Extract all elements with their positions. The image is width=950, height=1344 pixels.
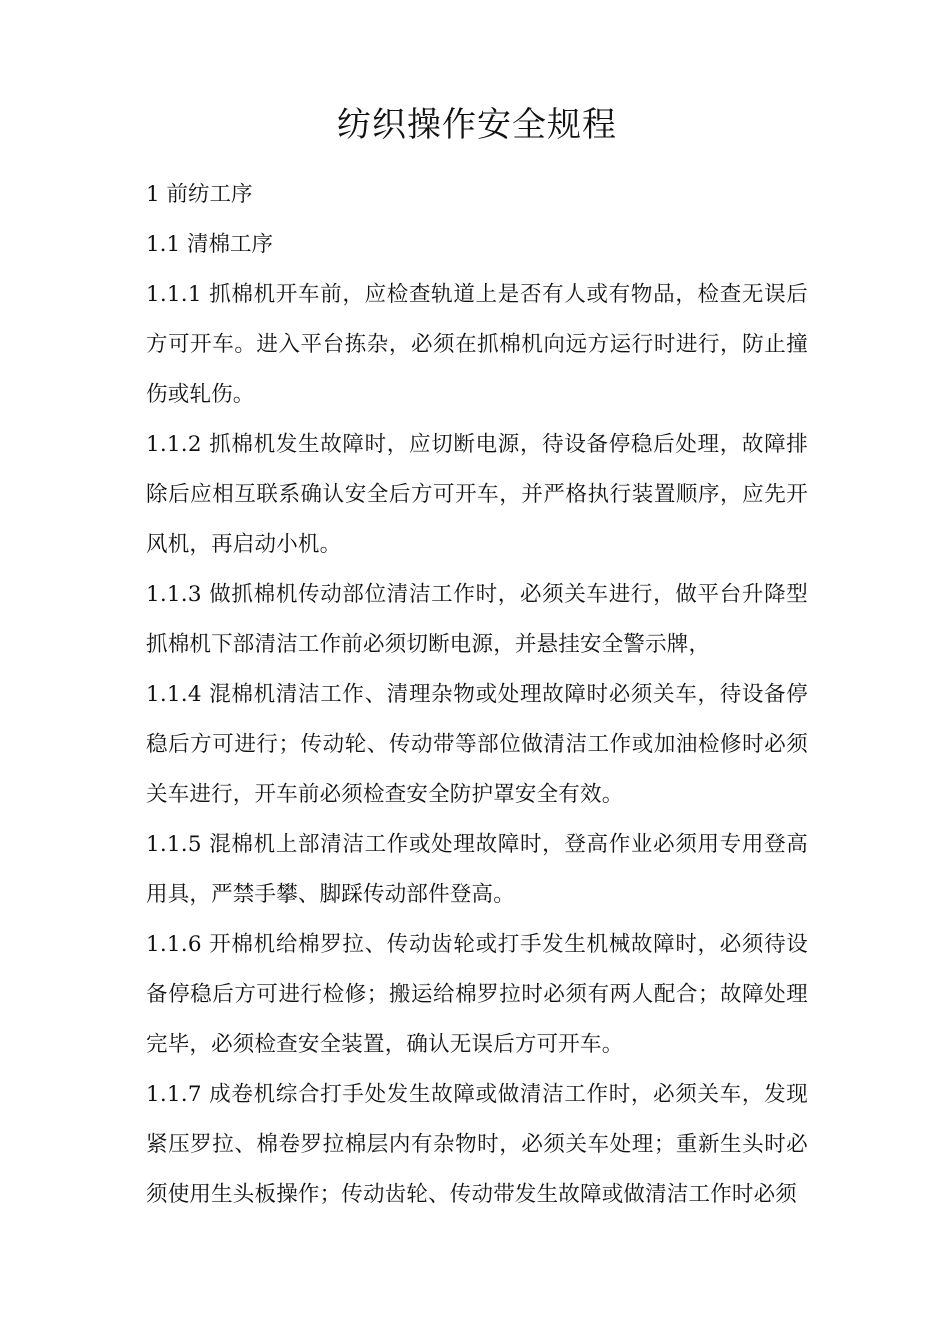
section-heading-1-1: 1.1 清棉工序 [146, 232, 274, 257]
paragraph-1-1-4: 1.1.4 混棉机清洁工作、清理杂物或处理故障时必须关车，待设备停稳后方可进行；传动轮、传动带等部位做清洁工作或加油检修时必须关车进行，开车前必须检查安全防护罩安全有效。 [146, 682, 808, 807]
paragraph-1-1-1: 1.1.1 抓棉机开车前，应检查轨道上是否有人或有物品，检查无误后方可开车。进入平台拣杂，必须在抓棉机向远方运行时进行，防止撞伤或轧伤。 [146, 282, 808, 407]
paragraph-1-1-3: 1.1.3 做抓棉机传动部位清洁工作时，必须关车进行，做平台升降型抓棉机下部清洁工作前必须切断电源，并悬挂安全警示牌， [146, 582, 808, 657]
paragraph-1-1-5: 1.1.5 混棉机上部清洁工作或处理故障时，登高作业必须用专用登高用具，严禁手攀、脚踩传动部件登高。 [146, 832, 808, 907]
document-title: 纺织操作安全规程 [337, 105, 617, 145]
paragraph-1-1-6: 1.1.6 开棉机给棉罗拉、传动齿轮或打手发生机械故障时，必须待设备停稳后方可进行检修；搬运给棉罗拉时必须有两人配合；故障处理完毕，必须检查安全装置，确认无误后方可开车。 [146, 932, 808, 1057]
section-heading-1: 1 前纺工序 [146, 182, 253, 207]
document-page [146, 100, 808, 1220]
paragraph-1-1-2: 1.1.2 抓棉机发生故障时，应切断电源，待设备停稳后处理，故障排除后应相互联系确认安全后方可开车，并严格执行装置顺序，应先开风机，再启动小机。 [146, 432, 808, 557]
paragraph-1-1-7: 1.1.7 成卷机综合打手处发生故障或做清洁工作时，必须关车，发现紧压罗拉、棉卷罗拉棉层内有杂物时，必须关车处理；重新生头时必须使用生头板操作；传动齿轮、传动带发生故障或做清洁工作时必须 [146, 1082, 808, 1207]
